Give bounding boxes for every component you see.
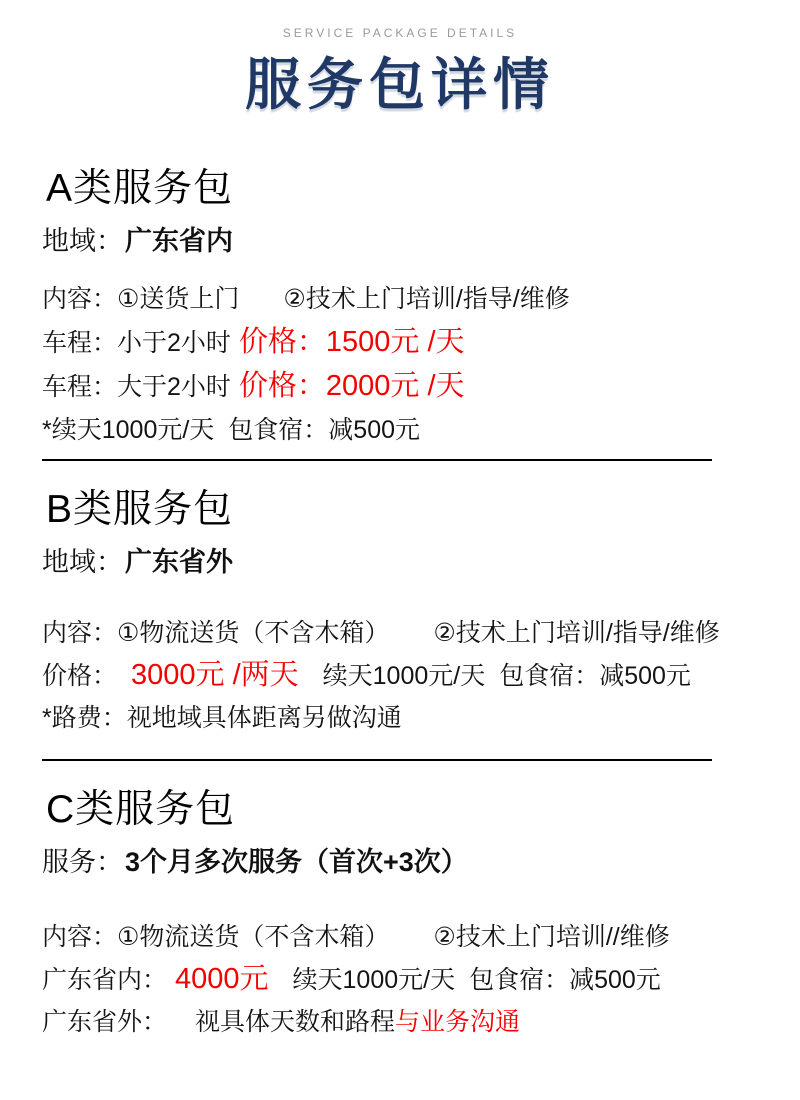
board-note: 包食宿：减500元 <box>469 966 661 994</box>
section-b-region-line <box>42 547 758 577</box>
trip-price-line <box>42 325 758 360</box>
trip-label: 车程：小于2小时 <box>42 329 231 357</box>
in-province-label: 广东省内： <box>42 966 168 994</box>
content-item-2: ②技术上门培训/指导/维修 <box>433 619 720 647</box>
content-item-1: 内容：①送货上门 <box>42 285 240 313</box>
content-item-2: ②技术上门培训/指导/维修 <box>283 285 570 313</box>
service-label: 服务： <box>42 847 123 877</box>
content-line <box>42 616 758 650</box>
region-value: 广东省内 <box>125 226 233 256</box>
trip-label: 车程：大于2小时 <box>42 373 231 401</box>
board-note: 包食宿：减500元 <box>499 662 691 690</box>
out-province-note-red: 与业务沟通 <box>395 1008 521 1036</box>
section-a-heading: A类服务包 <box>46 167 234 210</box>
section-divider <box>42 459 712 461</box>
trip-price-line <box>42 369 758 404</box>
price-value: 3000元 /两天 <box>131 659 299 691</box>
travel-fee-note-line <box>42 701 758 735</box>
section-divider <box>42 759 712 761</box>
service-value: 3个月多次服务（首次+3次） <box>125 847 468 877</box>
in-province-price: 4000元 <box>175 963 269 995</box>
trip-price: 价格：2000元 /天 <box>238 370 465 402</box>
section-a-region-line <box>42 226 758 256</box>
content-line <box>42 282 758 316</box>
price-line <box>42 658 758 693</box>
travel-fee-note: *路费：视地域具体距离另做沟通 <box>42 704 402 732</box>
region-label: 地域： <box>42 226 123 256</box>
region-label: 地域： <box>42 547 123 577</box>
out-province-line <box>42 1005 758 1039</box>
section-c-service-line <box>42 847 758 877</box>
extra-terms-line <box>42 413 758 447</box>
out-province-note: 视具体天数和路程 <box>195 1008 396 1036</box>
section-c-heading: C类服务包 <box>46 788 236 831</box>
section-package-b <box>42 489 758 735</box>
content-item-2: ②技术上门培训//维修 <box>433 923 670 951</box>
region-value: 广东省外 <box>125 547 233 577</box>
section-b-heading: B类服务包 <box>46 488 234 531</box>
price-label: 价格： <box>42 662 118 690</box>
eyebrow-text: SERVICE PACKAGE DETAILS <box>282 26 518 40</box>
content-line <box>42 920 758 954</box>
section-package-a <box>42 168 758 447</box>
extra-day-note: 续天1000元/天 <box>322 662 486 690</box>
content-item-1: 内容：①物流送货（不含木箱） <box>42 619 390 647</box>
trip-price: 价格：1500元 /天 <box>238 326 465 358</box>
content-item-1: 内容：①物流送货（不含木箱） <box>42 923 390 951</box>
page-title: 服务包详情 <box>245 53 555 116</box>
in-province-price-line <box>42 962 758 997</box>
extra-day-note: 续天1000元/天 <box>292 966 456 994</box>
section-package-c <box>42 789 758 1039</box>
extra-day-note: *续天1000元/天 <box>42 416 215 444</box>
out-province-label: 广东省外： <box>42 1008 168 1036</box>
board-note: 包食宿：减500元 <box>228 416 421 444</box>
